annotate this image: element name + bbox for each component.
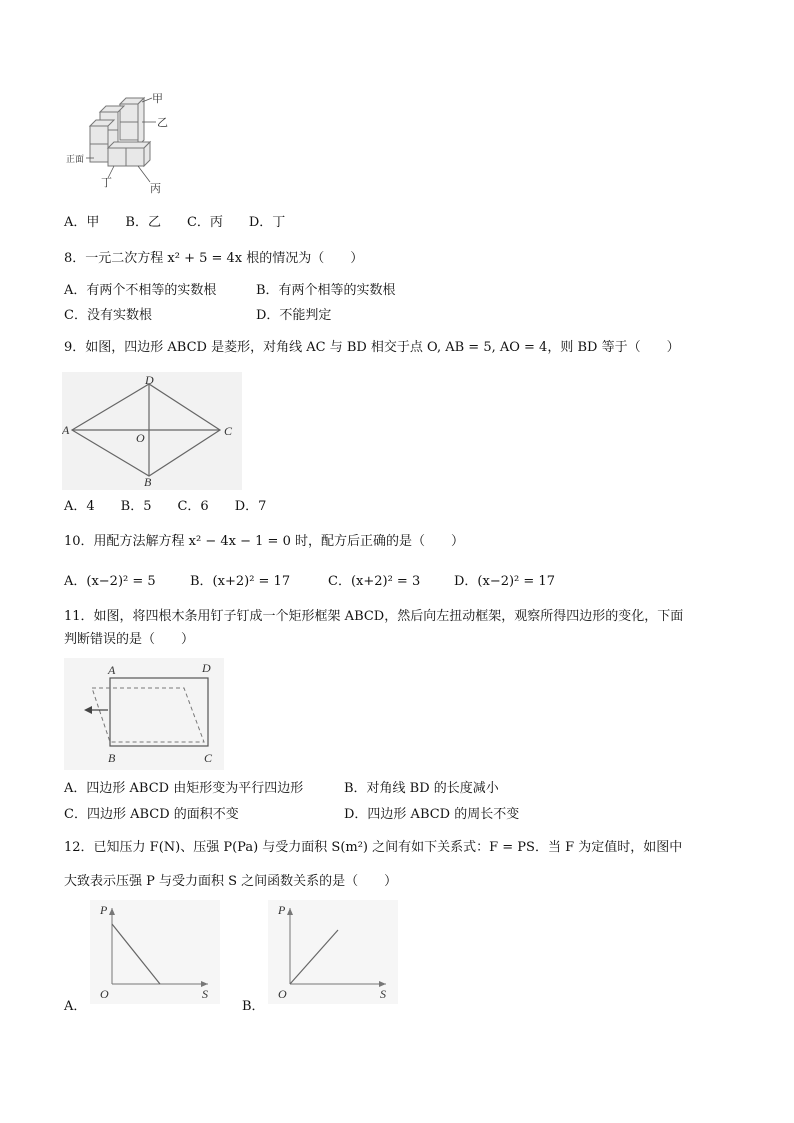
q11-option-d: D．四边形 ABCD 的周长不变 <box>344 807 520 822</box>
q11-frame-figure <box>64 658 224 770</box>
q12-stem-line1: 12．已知压力 F(N)、压强 P(Pa) 与受力面积 S(m²) 之间有如下关系式：F = PS．当 F 为定值时，如图中 <box>64 840 683 855</box>
q10-option-d: D．(x−2)² = 17 <box>454 574 555 589</box>
origin-label: O <box>100 987 109 1001</box>
q8-option-c: C．没有实数根 <box>64 308 152 323</box>
label-jia: 甲 <box>152 92 163 105</box>
vertex-d: D <box>145 373 154 387</box>
q7-cube-figure <box>64 92 184 202</box>
q11-option-b: B．对角线 BD 的长度减小 <box>344 781 499 796</box>
q12-graph-a <box>90 900 220 1004</box>
label-zhengmian: 正面 <box>66 155 85 165</box>
q9-stem: 9．如图，四边形 ABCD 是菱形，对角线 AC 与 BD 相交于点 O, AB = 5, AO = 4，则 BD 等于（ ） <box>64 340 680 355</box>
vertex-a: A <box>108 663 116 677</box>
origin-label: O <box>278 987 287 1001</box>
q10-option-c: C．(x+2)² = 3 <box>328 574 421 589</box>
center-o: O <box>136 431 145 445</box>
q8-option-a: A．有两个不相等的实数根 <box>64 283 217 298</box>
q11-option-a: A．四边形 ABCD 由矩形变为平行四边形 <box>64 781 304 796</box>
q12-stem-line2: 大致表示压强 P 与受力面积 S 之间函数关系的是（ ） <box>64 874 398 889</box>
vertex-a: A <box>62 423 70 437</box>
vertex-b: B <box>144 475 152 489</box>
q10-option-b: B．(x+2)² = 17 <box>190 574 291 589</box>
q11-option-c: C．四边形 ABCD 的面积不变 <box>64 807 239 822</box>
q7-options: A．甲 B．乙 C．丙 D．丁 <box>64 215 286 230</box>
q9-rhombus-figure <box>62 372 242 490</box>
q12-option-b-letter: B． <box>242 999 265 1014</box>
axis-label-s: S <box>202 987 208 1001</box>
q8-option-b: B．有两个相等的实数根 <box>256 283 396 298</box>
q9-options: A．4 B．5 C．6 D．7 <box>64 499 267 514</box>
vertex-c: C <box>204 751 213 765</box>
vertex-b: B <box>108 751 116 765</box>
q10-stem: 10．用配方法解方程 x² − 4x − 1 = 0 时，配方后正确的是（ ） <box>64 534 464 549</box>
q11-stem-line2: 判断错误的是（ ） <box>64 632 195 647</box>
q8-stem: 8．一元二次方程 x² + 5 = 4x 根的情况为（ ） <box>64 251 364 266</box>
q10-option-a: A．(x−2)² = 5 <box>64 574 156 589</box>
vertex-d: D <box>202 661 211 675</box>
label-bing: 丙 <box>150 182 161 195</box>
q11-stem-line1: 11．如图，将四根木条用钉子钉成一个矩形框架 ABCD，然后向左扭动框架，观察所得四边形的变化，下面 <box>64 609 684 624</box>
q12-graph-b <box>268 900 398 1004</box>
axis-label-p: P <box>278 903 286 917</box>
axis-label-s: S <box>380 987 386 1001</box>
q12-option-a-letter: A． <box>64 999 87 1014</box>
label-yi: 乙 <box>157 116 168 129</box>
q8-option-d: D．不能判定 <box>256 308 332 323</box>
axis-label-p: P <box>100 903 108 917</box>
label-ding: 丁 <box>101 176 112 189</box>
vertex-c: C <box>224 424 233 438</box>
